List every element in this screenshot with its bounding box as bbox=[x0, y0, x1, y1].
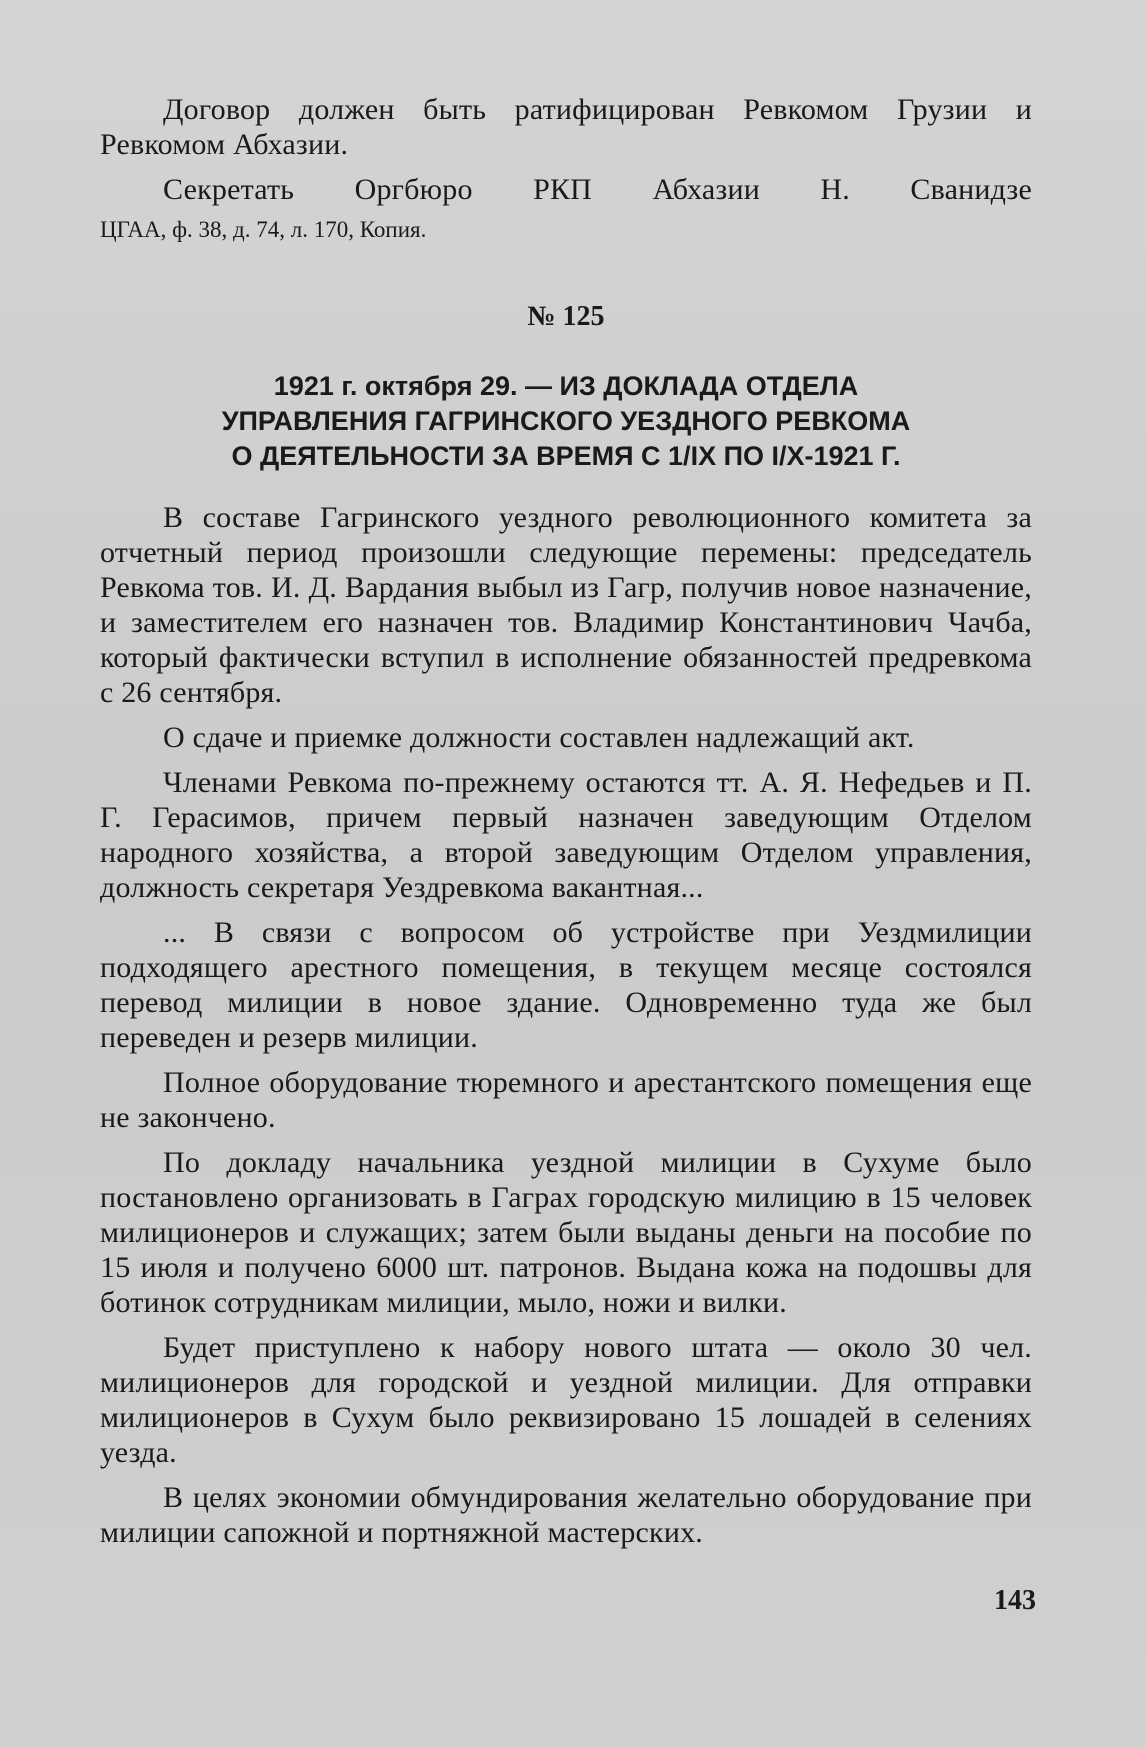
archive-source-note: ЦГАА, ф. 38, д. 74, л. 170, Копия. bbox=[100, 217, 427, 242]
body-paragraph: О сдаче и приемке должности составлен надлежащий акт. bbox=[163, 721, 915, 754]
heading-line: УПРАВЛЕНИЯ ГАГРИНСКОГО УЕЗДНОГО РЕВКОМА bbox=[221, 406, 911, 436]
document-number: № 125 bbox=[527, 301, 605, 332]
document-heading bbox=[100, 369, 1032, 474]
page-number: 143 bbox=[994, 1585, 1036, 1616]
page-content bbox=[100, 92, 1032, 1560]
ratification-paragraph: Договор должен быть ратифицирован Ревкомом Грузии и Ревкомом Абхазии. bbox=[100, 93, 1032, 161]
heading-line: О ДЕЯТЕЛЬНОСТИ ЗА ВРЕМЯ С 1/IX ПО I/X-1921 Г. bbox=[231, 441, 901, 471]
body-paragraph: Членами Ревкома по-прежнему остаются тт. А. Я. Нефедьев и П. Г. Герасимов, причем первый назначен заведующим Отделом народного хозяйства, а второй заведующим Отделом управления, должность секретаря Уездревкома вакантная... bbox=[100, 766, 1032, 904]
body-paragraph: В целях экономии обмундирования желательно оборудование при милиции сапожной и портняжной мастерских. bbox=[100, 1481, 1032, 1549]
heading-line: 1921 г. октября 29. — ИЗ ДОКЛАДА ОТДЕЛА bbox=[273, 371, 859, 401]
body-paragraph: ... В связи с вопросом об устройстве при Уездмилиции подходящего арестного помещения, в текущем месяце состоялся перевод милиции в новое здание. Одновременно туда же был переведен и резерв милиции. bbox=[100, 916, 1032, 1054]
body-paragraph: Полное оборудование тюремного и арестантского помещения еще не закончено. bbox=[100, 1066, 1032, 1134]
body-paragraph: По докладу начальника уездной милиции в Сухуме было постановлено организовать в Гаграх городскую милицию в 15 человек милиционеров и служащих; затем были выданы деньги на пособие по 15 июля и получено 6000 шт. патронов. Выдана кожа на подошвы для ботинок сотрудникам милиции, мыло, ножи и вилки. bbox=[100, 1146, 1032, 1319]
signature-line: Секретать Оргбюро РКП Абхазии Н. Сванидзе bbox=[163, 173, 1032, 206]
body-paragraph: Будет приступлено к набору нового штата — около 30 чел. милиционеров для городской и уездной милиции. Для отправки милиционеров в Сухум было реквизировано 15 лошадей в селениях уезда. bbox=[100, 1331, 1032, 1469]
body-paragraph: В составе Гагринского уездного революционного комитета за отчетный период произошли следующие перемены: председатель Ревкома тов. И. Д. Вардания выбыл из Гагр, получив новое назначение, и заместителем его назначен тов. Владимир Константинович Чачба, который фактически вступил в исполнение обязанностей предревкома с 26 сентября. bbox=[100, 501, 1032, 709]
